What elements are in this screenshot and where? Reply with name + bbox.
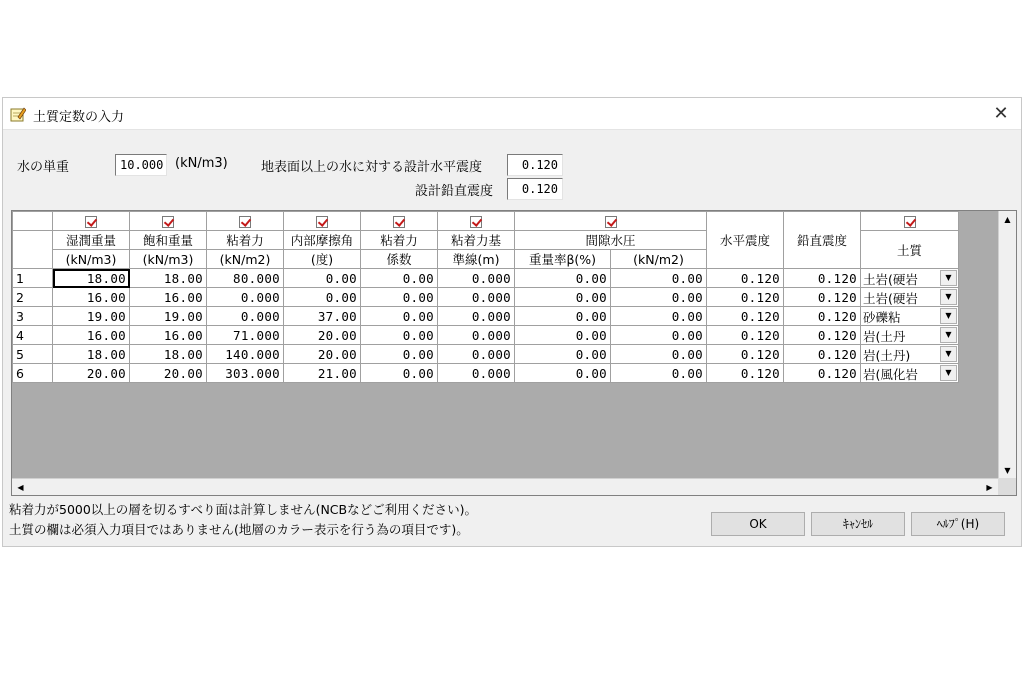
row-number[interactable]: 6 (13, 364, 53, 383)
table-cell[interactable]: 71.000 (207, 326, 284, 345)
table-cell[interactable]: 18.00 (53, 345, 130, 364)
table-cell[interactable]: 0.00 (611, 345, 707, 364)
table-cell[interactable]: 0.120 (784, 345, 861, 364)
table-cell[interactable]: 0.00 (284, 269, 361, 288)
table-cell[interactable]: 0.000 (438, 288, 515, 307)
scroll-down-icon[interactable]: ▼ (1004, 466, 1011, 475)
vertical-scrollbar[interactable] (998, 211, 1016, 479)
table-cell[interactable]: 0.120 (784, 269, 861, 288)
pencil-notepad-icon (10, 106, 26, 122)
table-row[interactable] (13, 326, 959, 345)
title-bar (3, 98, 1021, 130)
horizontal-scrollbar[interactable] (12, 478, 998, 495)
table-cell[interactable]: 20.00 (53, 364, 130, 383)
table-cell[interactable]: 20.00 (130, 364, 207, 383)
column-checkbox[interactable] (470, 216, 482, 228)
vertical-seismic-input[interactable]: 0.120 (507, 178, 563, 200)
row-number[interactable]: 1 (13, 269, 53, 288)
table-cell[interactable]: 18.00 (53, 269, 130, 288)
table-row[interactable] (13, 364, 959, 383)
table-cell[interactable]: 0.120 (707, 345, 784, 364)
table-cell[interactable]: 20.00 (284, 326, 361, 345)
soil-type-value: 岩(土丹) (863, 348, 911, 363)
table-cell[interactable]: 16.00 (130, 288, 207, 307)
table-cell[interactable]: 0.00 (515, 307, 611, 326)
cancel-button[interactable]: ｷｬﾝｾﾙ (811, 512, 905, 536)
header-wet-weight: 湿潤重量 (53, 231, 130, 250)
table-cell[interactable]: 0.000 (438, 326, 515, 345)
table-cell[interactable]: 0.120 (707, 307, 784, 326)
note-soil-column: 土質の欄は必須入力項目ではありません(地層のカラー表示を行う為の項目です)。 (9, 522, 469, 537)
table-cell[interactable]: 0.00 (361, 288, 438, 307)
header-vertical-seismic: 鉛直震度 (784, 212, 861, 269)
table-cell[interactable]: 0.120 (784, 326, 861, 345)
header-pore-pressure: 間隙水圧 (515, 231, 707, 250)
dropdown-arrow-icon[interactable]: ▼ (940, 327, 957, 343)
table-cell[interactable]: 0.000 (438, 269, 515, 288)
help-button[interactable]: ﾍﾙﾌﾟ(H) (911, 512, 1005, 536)
table-cell[interactable]: 19.00 (130, 307, 207, 326)
row-number[interactable]: 5 (13, 345, 53, 364)
table-cell[interactable]: 18.00 (130, 269, 207, 288)
table-cell[interactable]: 0.00 (515, 345, 611, 364)
header-cohesion-coef: 粘着力 (361, 231, 438, 250)
unit-pore-pressure: (kN/m2) (611, 250, 707, 269)
water-unit-weight-input[interactable]: 10.000 (115, 154, 167, 176)
soil-type-value: 岩(土丹 (863, 329, 906, 344)
table-cell[interactable]: 0.120 (784, 288, 861, 307)
dropdown-arrow-icon[interactable]: ▼ (940, 346, 957, 362)
soil-type-select[interactable] (861, 307, 959, 326)
table-row[interactable] (13, 307, 959, 326)
column-checkbox[interactable] (162, 216, 174, 228)
table-cell[interactable]: 0.00 (515, 288, 611, 307)
table-cell[interactable]: 0.120 (707, 288, 784, 307)
soil-type-select[interactable] (861, 269, 959, 288)
table-row[interactable] (13, 269, 959, 288)
dropdown-arrow-icon[interactable]: ▼ (940, 289, 957, 305)
column-checkbox[interactable] (239, 216, 251, 228)
table-cell[interactable]: 0.00 (611, 326, 707, 345)
table-cell[interactable]: 20.00 (284, 345, 361, 364)
table-cell[interactable]: 0.000 (438, 364, 515, 383)
scroll-up-icon[interactable]: ▲ (1004, 215, 1011, 224)
table-cell[interactable]: 16.00 (53, 326, 130, 345)
table-cell[interactable]: 0.00 (611, 364, 707, 383)
row-number[interactable]: 2 (13, 288, 53, 307)
table-cell[interactable]: 0.120 (707, 364, 784, 383)
scrollbar-corner (998, 478, 1016, 495)
row-number[interactable]: 3 (13, 307, 53, 326)
soil-type-value: 土岩(硬岩 (863, 272, 918, 287)
soil-constants-dialog (2, 97, 1022, 547)
scroll-right-icon[interactable]: ▶ (986, 483, 993, 492)
table-cell[interactable]: 0.120 (707, 326, 784, 345)
column-checkbox[interactable] (393, 216, 405, 228)
table-cell[interactable]: 0.00 (361, 345, 438, 364)
soil-type-select[interactable] (861, 345, 959, 364)
header-saturated-weight: 飽和重量 (130, 231, 207, 250)
column-checkbox[interactable] (316, 216, 328, 228)
table-cell[interactable]: 80.000 (207, 269, 284, 288)
table-cell[interactable]: 0.00 (361, 326, 438, 345)
table-cell[interactable]: 0.00 (611, 288, 707, 307)
table-cell[interactable]: 0.000 (207, 307, 284, 326)
column-checkbox[interactable] (904, 216, 916, 228)
close-button[interactable]: ✕ (993, 103, 1009, 124)
table-cell[interactable]: 0.00 (284, 288, 361, 307)
water-unit-weight-label: 水の単重 (17, 160, 70, 175)
corner-cell (13, 212, 53, 231)
row-number[interactable]: 4 (13, 326, 53, 345)
vertical-seismic-label: 設計鉛直震度 (415, 184, 494, 199)
soil-data-grid[interactable] (11, 210, 1017, 496)
dropdown-arrow-icon[interactable]: ▼ (940, 270, 957, 286)
horizontal-seismic-label: 地表面以上の水に対する設計水平震度 (261, 160, 483, 175)
table-cell[interactable]: 18.00 (130, 345, 207, 364)
window-title: 土質定数の入力 (33, 110, 125, 125)
header-friction-angle: 内部摩擦角 (284, 231, 361, 250)
soil-type-value: 砂礫粘 (863, 310, 901, 325)
header-cohesion-base: 粘着力基 (438, 231, 515, 250)
table-cell[interactable]: 0.00 (515, 269, 611, 288)
soil-type-value: 岩(風化岩 (863, 367, 918, 382)
table-row[interactable] (13, 288, 959, 307)
table-cell[interactable]: 0.120 (784, 364, 861, 383)
table-cell[interactable]: 0.00 (361, 269, 438, 288)
header-soil-type: 土質 (861, 231, 959, 269)
table-cell[interactable]: 0.000 (438, 345, 515, 364)
table-cell[interactable]: 0.00 (515, 364, 611, 383)
scroll-left-icon[interactable]: ◀ (17, 483, 24, 492)
unit-wet-weight: (kN/m3) (53, 250, 130, 269)
soil-type-select[interactable] (861, 326, 959, 345)
table-cell[interactable]: 19.00 (53, 307, 130, 326)
table-cell[interactable]: 37.00 (284, 307, 361, 326)
column-checkbox[interactable] (605, 216, 617, 228)
table-cell[interactable]: 0.000 (207, 288, 284, 307)
unit-cohesion-base: 準線(m) (438, 250, 515, 269)
table-row[interactable] (13, 345, 959, 364)
table-cell[interactable]: 303.000 (207, 364, 284, 383)
table-cell[interactable]: 0.00 (611, 269, 707, 288)
table-cell[interactable]: 0.00 (361, 364, 438, 383)
table-cell[interactable]: 0.00 (361, 307, 438, 326)
dropdown-arrow-icon[interactable]: ▼ (940, 308, 957, 324)
note-cohesion-limit: 粘着力が5000以上の層を切るすべり面は計算しません(NCBなどご利用ください)。 (9, 502, 477, 517)
column-checkbox[interactable] (85, 216, 97, 228)
soil-type-select[interactable] (861, 364, 959, 383)
table-cell[interactable]: 16.00 (53, 288, 130, 307)
unit-cohesion-coef: 係数 (361, 250, 438, 269)
unit-weight-ratio: 重量率β(%) (515, 250, 611, 269)
table-cell[interactable]: 140.000 (207, 345, 284, 364)
table-cell[interactable]: 21.00 (284, 364, 361, 383)
table-cell[interactable]: 0.000 (438, 307, 515, 326)
soil-type-value: 土岩(硬岩 (863, 291, 918, 306)
table-cell[interactable]: 0.120 (707, 269, 784, 288)
unit-cohesion: (kN/m2) (207, 250, 284, 269)
table-cell[interactable]: 0.00 (515, 326, 611, 345)
dropdown-arrow-icon[interactable]: ▼ (940, 365, 957, 381)
soil-type-select[interactable] (861, 288, 959, 307)
unit-friction-angle: (度) (284, 250, 361, 269)
table-cell[interactable]: 16.00 (130, 326, 207, 345)
ok-button[interactable]: OK (711, 512, 805, 536)
horizontal-seismic-input[interactable]: 0.120 (507, 154, 563, 176)
unit-saturated-weight: (kN/m3) (130, 250, 207, 269)
water-unit-weight-unit: (kN/m3) (175, 156, 228, 171)
header-cohesion: 粘着力 (207, 231, 284, 250)
table-cell[interactable]: 0.120 (784, 307, 861, 326)
header-horizontal-seismic: 水平震度 (707, 212, 784, 269)
table-cell[interactable]: 0.00 (611, 307, 707, 326)
